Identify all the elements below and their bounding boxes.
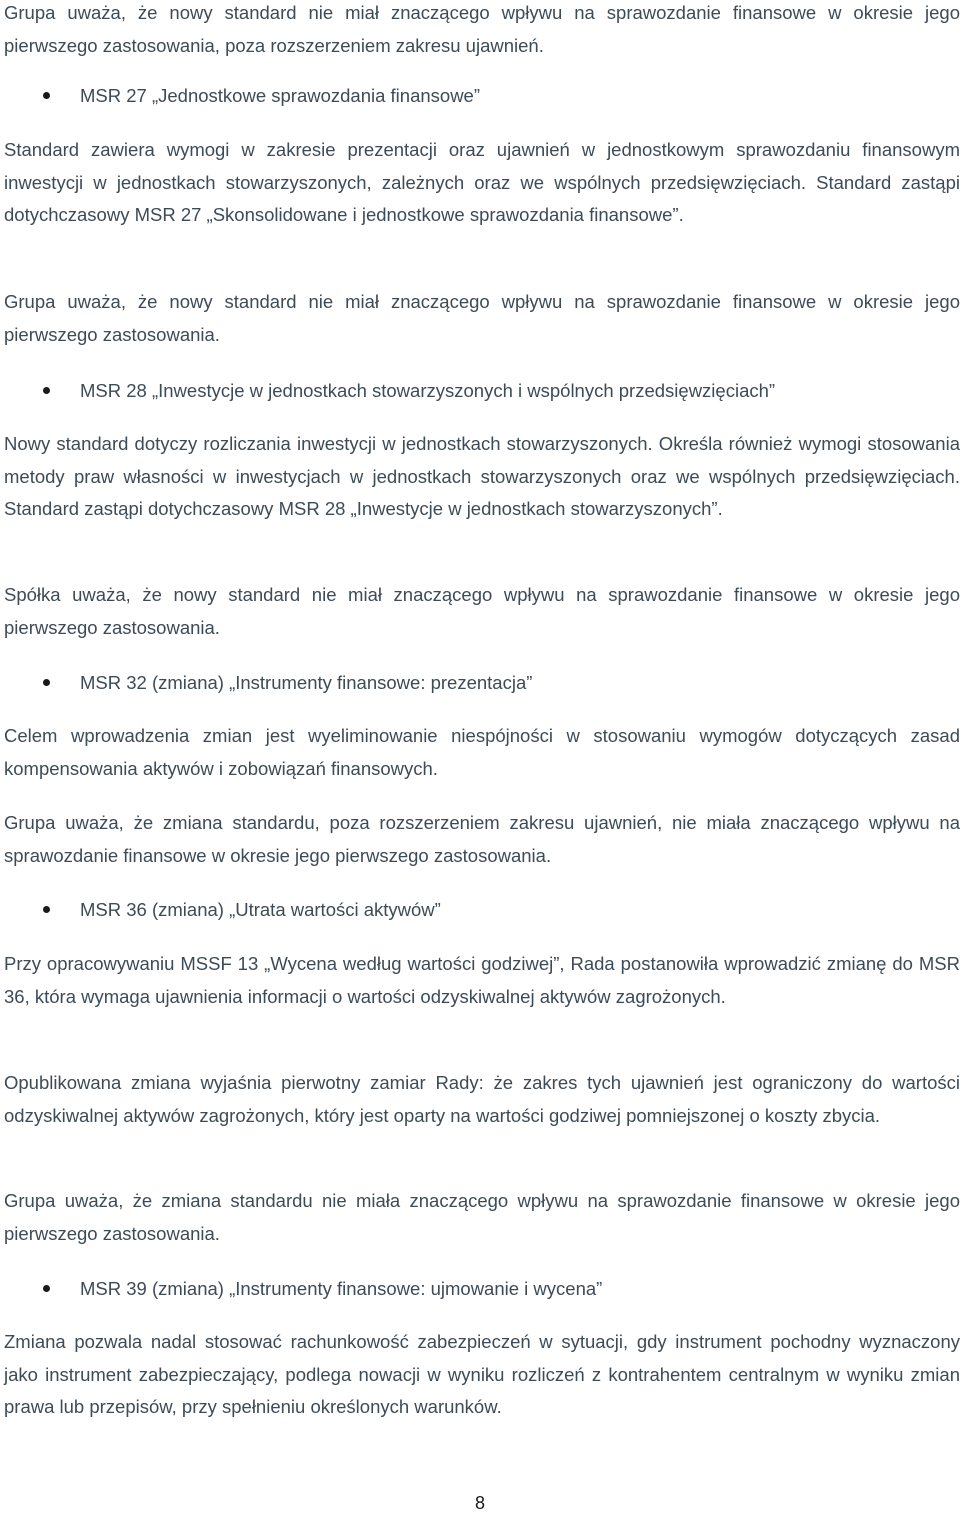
paragraph: Zmiana pozwala nadal stosować rachunkowość zabezpieczeń w sytuacji, gdy instrument pochodny wyznaczony jako instrument zabezpieczający, podlega nowacji w wyniku rozliczeń z kontrahentem centralnym w wyniku zmian prawa lub przepisów, przy spełnieniu określonych warunków.	[4, 1331, 960, 1418]
bullet-icon	[43, 679, 50, 686]
paragraph: Grupa uważa, że zmiana standardu, poza rozszerzeniem zakresu ujawnień, nie miała znaczącego wpływu na sprawozdanie finansowe w okresie jego pierwszego zastosowania.	[4, 812, 960, 866]
paragraph: Standard zawiera wymogi w zakresie prezentacji oraz ujawnień w jednostkowym sprawozdaniu finansowym inwestycji w jednostkach stowarzyszonych, zależnych oraz we wspólnych przedsięwzięciach. Standard zastąpi dotychczasowy MSR 27 „Skonsolidowane i jednostkowe sprawozdania finansowe”.	[4, 139, 960, 226]
paragraph: Spółka uważa, że nowy standard nie miał znaczącego wpływu na sprawozdanie finansowe w okresie jego pierwszego zastosowania.	[4, 584, 960, 638]
bullet-heading: MSR 39 (zmiana) „Instrumenty finansowe: ujmowanie i wycena”	[80, 1278, 603, 1299]
paragraph: Przy opracowywaniu MSSF 13 „Wycena według wartości godziwej”, Rada postanowiła wprowadzić zmianę do MSR 36, która wymaga ujawnienia informacji o wartości odzyskiwalnej aktywów zagrożonych.	[4, 953, 960, 1007]
paragraph: Celem wprowadzenia zmian jest wyeliminowanie niespójności w stosowaniu wymogów dotyczących zasad kompensowania aktywów i zobowiązań finansowych.	[4, 725, 960, 779]
bullet-heading: MSR 32 (zmiana) „Instrumenty finansowe: prezentacja”	[80, 672, 533, 693]
bullet-heading: MSR 27 „Jednostkowe sprawozdania finansowe”	[80, 85, 481, 106]
bullet-heading: MSR 28 „Inwestycje w jednostkach stowarzyszonych i wspólnych przedsięwzięciach”	[80, 380, 776, 401]
bullet-heading: MSR 36 (zmiana) „Utrata wartości aktywów”	[80, 899, 441, 920]
bullet-icon	[43, 906, 50, 913]
paragraph: Grupa uważa, że zmiana standardu nie miała znaczącego wpływu na sprawozdanie finansowe w okresie jego pierwszego zastosowania.	[4, 1190, 960, 1244]
bullet-item-msr-28	[0, 375, 960, 407]
paragraph: Grupa uważa, że nowy standard nie miał znaczącego wpływu na sprawozdanie finansowe w okresie jego pierwszego zastosowania.	[4, 291, 960, 345]
bullet-icon	[43, 92, 50, 99]
paragraph: Grupa uważa, że nowy standard nie miał znaczącego wpływu na sprawozdanie finansowe w okresie jego pierwszego zastosowania, poza rozszerzeniem zakresu ujawnień.	[4, 2, 960, 56]
bullet-item-msr-32	[0, 667, 960, 699]
page-number: 8	[474, 1493, 485, 1513]
bullet-item-msr-36	[0, 894, 960, 926]
bullet-item-msr-39	[0, 1273, 960, 1305]
bullet-icon	[43, 1285, 50, 1292]
bullet-icon	[43, 387, 50, 394]
bullet-item-msr-27	[0, 80, 960, 112]
paragraph: Nowy standard dotyczy rozliczania inwestycji w jednostkach stowarzyszonych. Określa również wymogi stosowania metody praw własności w inwestycjach w jednostkach stowarzyszonych oraz we wspólnych przedsięwzięciach. Standard zastąpi dotychczasowy MSR 28 „Inwestycje w jednostkach stowarzyszonych”.	[4, 433, 960, 520]
paragraph: Opublikowana zmiana wyjaśnia pierwotny zamiar Rady: że zakres tych ujawnień jest ograniczony do wartości odzyskiwalnej aktywów zagrożonych, który jest oparty na wartości godziwej pomniejszonej o koszty zbycia.	[4, 1072, 960, 1126]
